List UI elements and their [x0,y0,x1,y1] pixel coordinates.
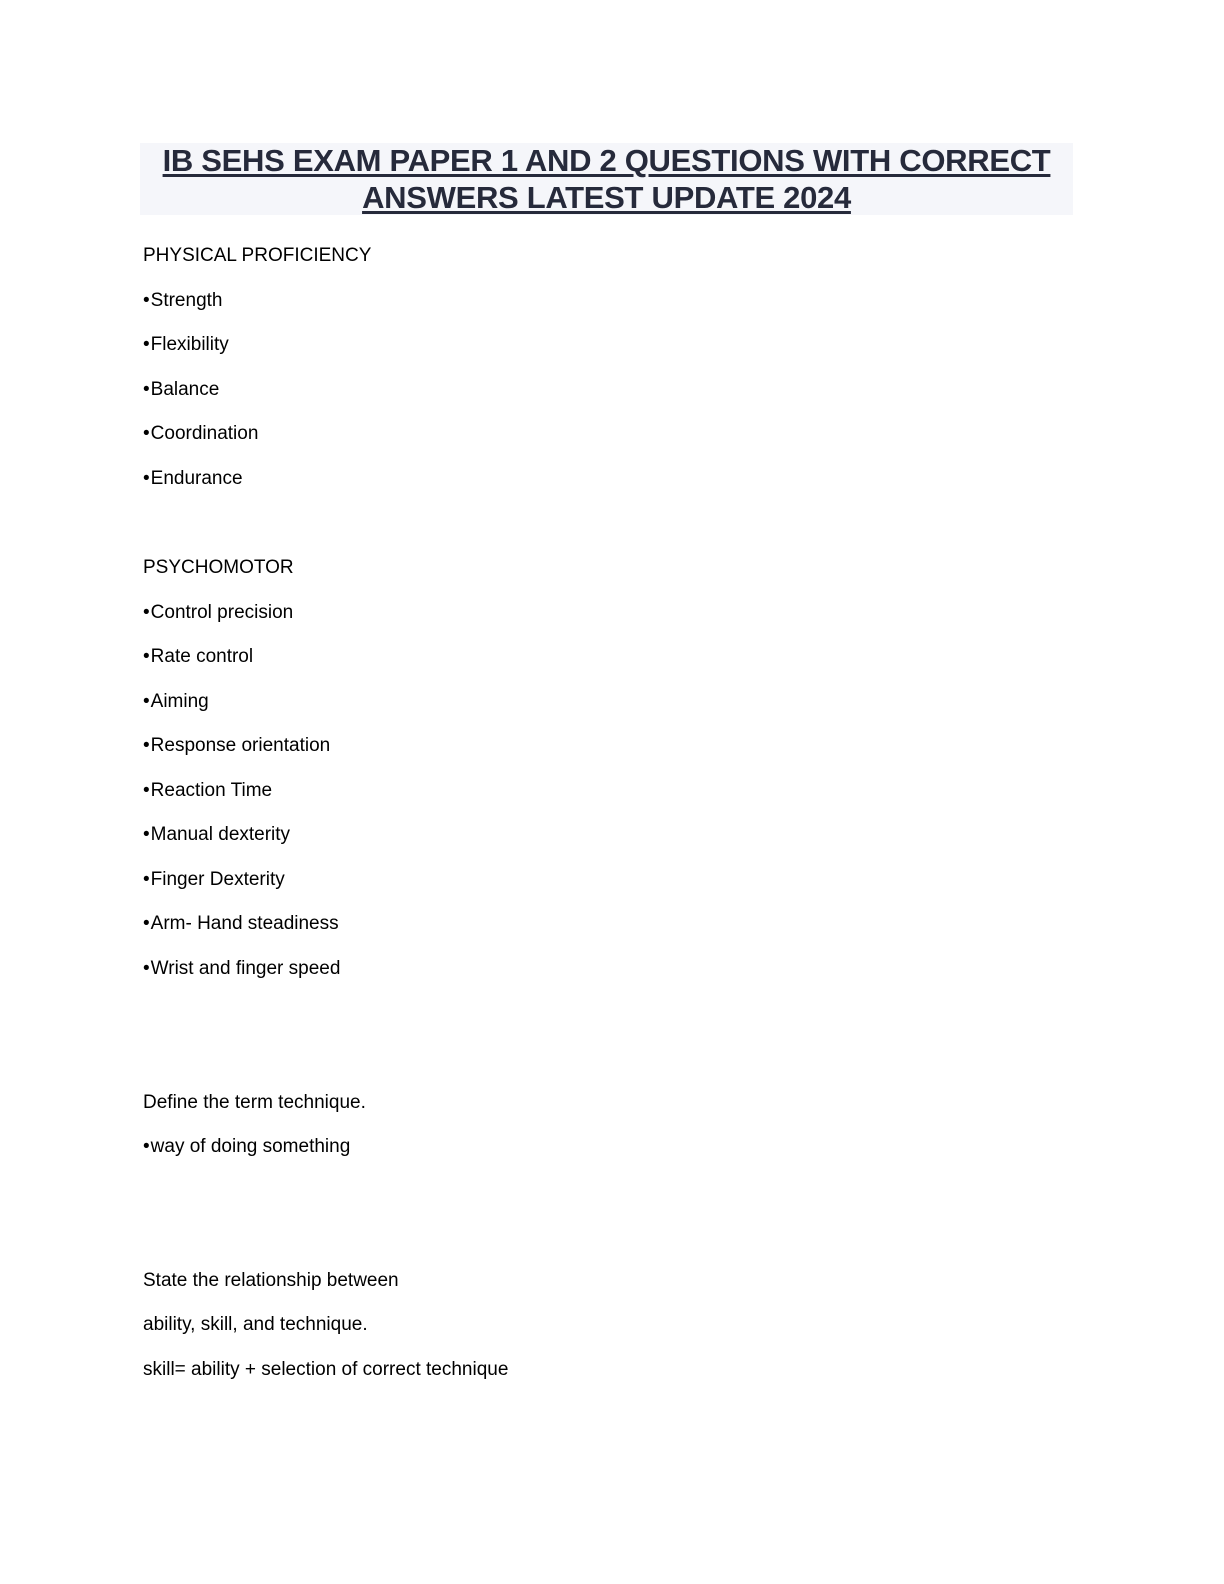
list-item: • Reaction Time [143,780,272,802]
list-item: • Strength [143,290,222,312]
list-item: • Endurance [143,468,243,490]
list-item: • Wrist and finger speed [143,958,340,980]
question-text: Define the term technique. [143,1092,366,1113]
list-item: • Finger Dexterity [143,869,285,891]
list-item: • Arm- Hand steadiness [143,913,339,935]
list-item: • Manual dexterity [143,824,290,846]
question-text: State the relationship between [143,1270,399,1291]
section-heading-psychomotor: PSYCHOMOTOR [143,557,294,578]
list-item: • Response orientation [143,735,330,757]
question-text: ability, skill, and technique. [143,1314,368,1335]
list-item: • Control precision [143,602,293,624]
list-item: • Rate control [143,646,253,668]
list-item: • Flexibility [143,334,229,356]
section-heading-physical-proficiency: PHYSICAL PROFICIENCY [143,245,372,266]
answer-text: skill= ability + selection of correct technique [143,1359,509,1380]
document-title: IB SEHS EXAM PAPER 1 AND 2 QUESTIONS WITH CORRECT ANSWERS LATEST UPDATE 2024 [162,143,1051,215]
list-item: • Coordination [143,423,258,445]
answer-text: • way of doing something [143,1136,350,1158]
list-item: • Aiming [143,691,209,713]
list-item: • Balance [143,379,219,401]
